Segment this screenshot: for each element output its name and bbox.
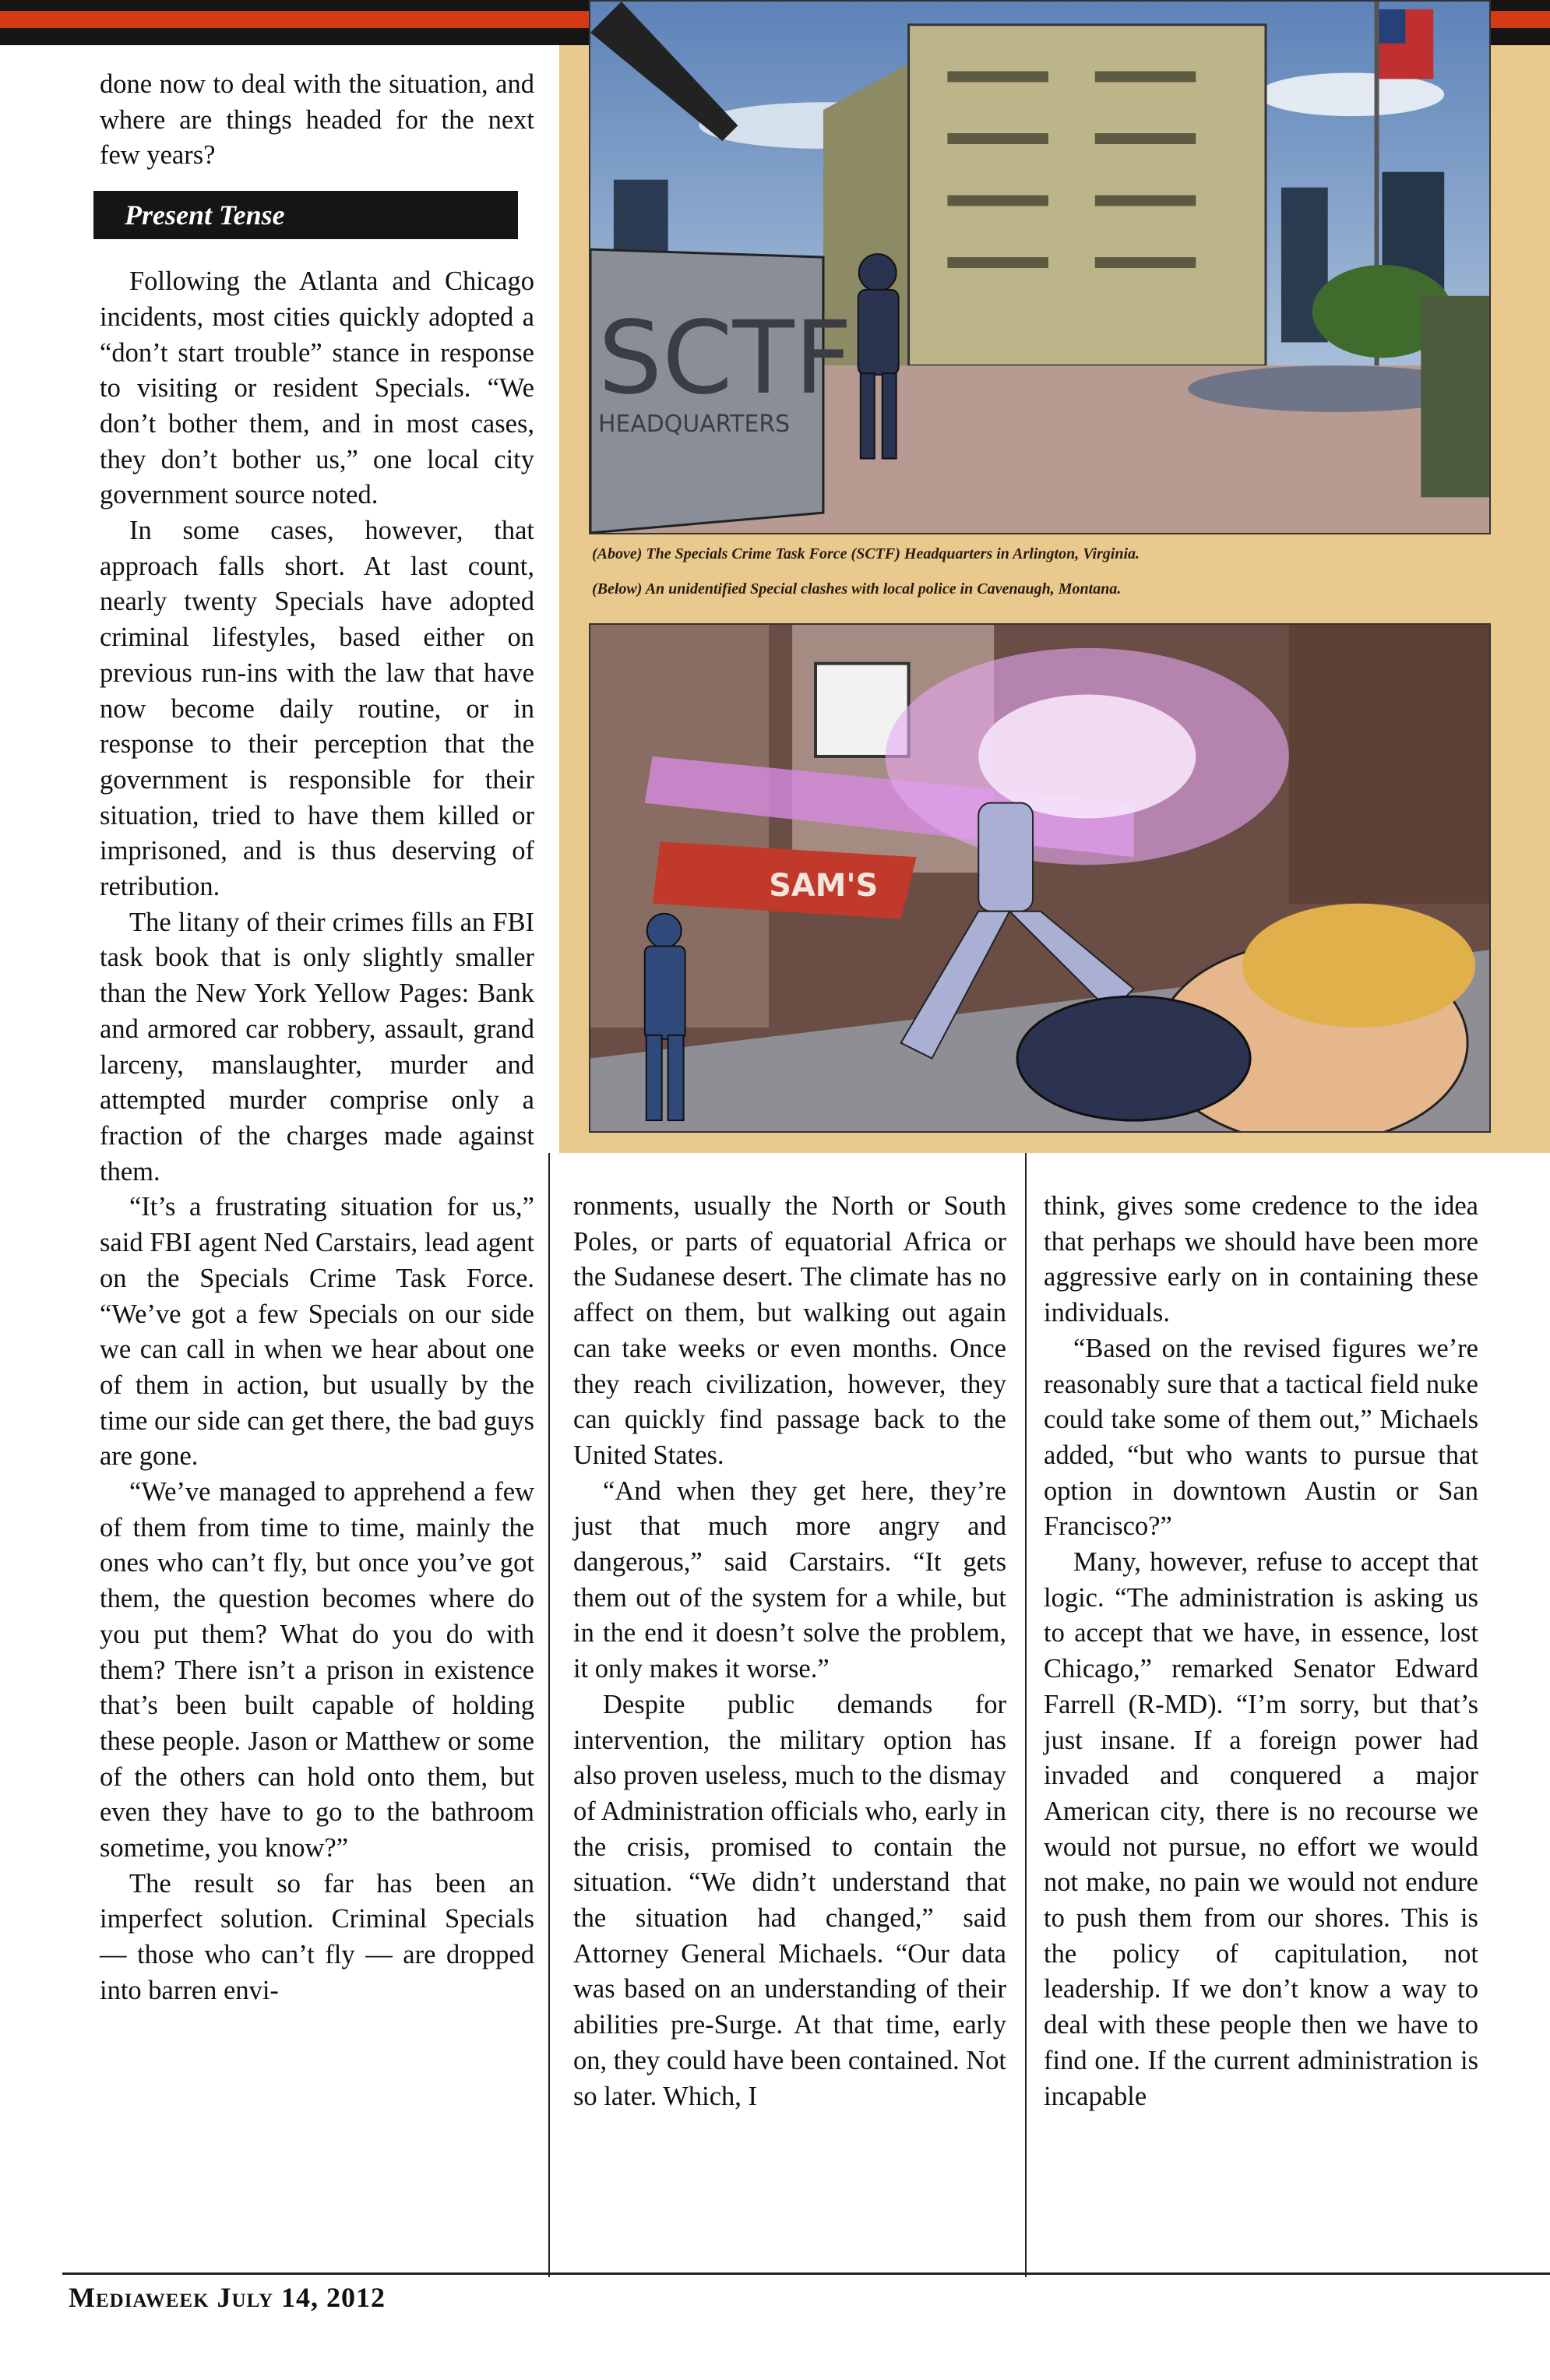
sign-subtext: HEADQUARTERS bbox=[597, 410, 791, 438]
paragraph: “Based on the revised figures we’re reasonably sure that a tactical field nuke could take some of them out,” Michaels added, “but who wants to pursue that option in downtown Austin or San Francisco?” bbox=[1044, 1333, 1478, 1542]
paragraph: The litany of their crimes fills an FBI task book that is only slightly smaller than the New York Yellow Pages: Bank and armored car robbery, assault, grand larceny, manslaughter, murder and attempted murder comprise only a fraction of the charges made against them. bbox=[100, 907, 534, 1186]
article-column-3 bbox=[1044, 1189, 1478, 2114]
paragraph: ronments, usually the North or South Poles, or parts of equatorial Africa or the Sudanese desert. The climate has no affect on them, but walking out again can take weeks or even months. Once they reach civilization, however, they can quickly find passage back to the United States. bbox=[573, 1191, 1006, 1470]
column-rule bbox=[548, 1153, 550, 2277]
paragraph: In some cases, however, that approach falls short. At last count, nearly twenty Specials have adopted criminal lifestyles, based either on previous run-ins with the law that have now become daily routine, or in response to their perception that the government is responsible for their situation, tried to have them killed or imprisoned, and is thus deserving of retribution. bbox=[100, 516, 534, 902]
article-column-2 bbox=[573, 1189, 1006, 2114]
storefront-sign-text: SAM'S bbox=[769, 867, 879, 904]
caption-above: (Above) The Specials Crime Task Force (SCTF) Headquarters in Arlington, Virginia. bbox=[592, 545, 1140, 562]
footer-publication: Mediaweek bbox=[69, 2282, 210, 2313]
article-column-1 bbox=[100, 67, 534, 2009]
footer-date: July 14, 2012 bbox=[217, 2282, 386, 2313]
paragraph: Following the Atlanta and Chicago incidents, most cities quickly adopted a “don’t start trouble” stance in response to visiting or resident Specials. “We don’t bother them, and in most cases, they don’t bother us,” one local city government source noted. bbox=[100, 266, 534, 510]
sctf-headquarters-illustration bbox=[589, 0, 1491, 534]
paragraph: The result so far has been an imperfect solution. Criminal Specials — those who can’t fly — are dropped into barren envi- bbox=[100, 1868, 534, 2005]
paragraph: “It’s a frustrating situation for us,” said FBI agent Ned Carstairs, lead agent on the Specials Crime Task Force. “We’ve got a few Specials on our side we can call in when we hear about one of them in action, but usually by the time our side can get there, the bad guys are gone. bbox=[100, 1192, 534, 1472]
sign-text: SCTF bbox=[597, 299, 853, 418]
special-clash-illustration bbox=[589, 623, 1491, 1133]
paragraph: Despite public demands for intervention, the military option has also proven useless, much to the dismay of Administration officials who, early in the crisis, promised to contain the situation. “We didn’t understand that the situation had changed,” said Attorney General Michaels. “Our data was based on an understanding of their abilities pre-Surge. At that time, early on, they could have been contained. Not so later. Which, I bbox=[573, 1689, 1006, 2111]
section-heading: Present Tense bbox=[93, 191, 518, 239]
paragraph: “And when they get here, they’re just that much more angry and dangerous,” said Carstairs. “It gets them out of the system for a while, but in the end it doesn’t solve the problem, it only makes it worse.” bbox=[573, 1476, 1006, 1684]
paragraph: Many, however, refuse to accept that logic. “The administration is asking us to accept that we have, in essence, lost Chicago,” remarked Senator Edward Farrell (R-MD). “I’m sorry, but that’s just insane. If a foreign power had invaded and conquered a major American city, there is no recourse we would not pursue, no effort we would not make, no pain we would not endure to push them from our shores. This is the policy of capitulation, not leadership. If we don’t know a way to deal with these people then we have to find one. If the current administration is incapable bbox=[1044, 1547, 1478, 2111]
top-accent-stripe-right bbox=[1489, 11, 1550, 28]
footer-rule bbox=[62, 2272, 1550, 2275]
column-rule bbox=[1025, 1153, 1027, 2277]
caption-below: (Below) An unidentified Special clashes with local police in Cavenaugh, Montana. bbox=[592, 580, 1122, 598]
paragraph: think, gives some credence to the idea that perhaps we should have been more aggressive early on in containing these individuals. bbox=[1044, 1191, 1478, 1328]
footer bbox=[69, 2281, 386, 2314]
article-intro: done now to deal with the situation, and where are things headed for the next few years? bbox=[100, 69, 534, 171]
paragraph: “We’ve managed to apprehend a few of them from time to time, mainly the ones who can’t fly, but once you’ve got them, the question becomes where do you put them? What do you do with them? There isn’t a prison in existence that’s been built capable of holding these people. Jason or Matthew or some of the others can hold onto them, but even they have to go to the bathroom sometime, you know?” bbox=[100, 1477, 534, 1863]
top-accent-stripe-left bbox=[0, 11, 592, 28]
